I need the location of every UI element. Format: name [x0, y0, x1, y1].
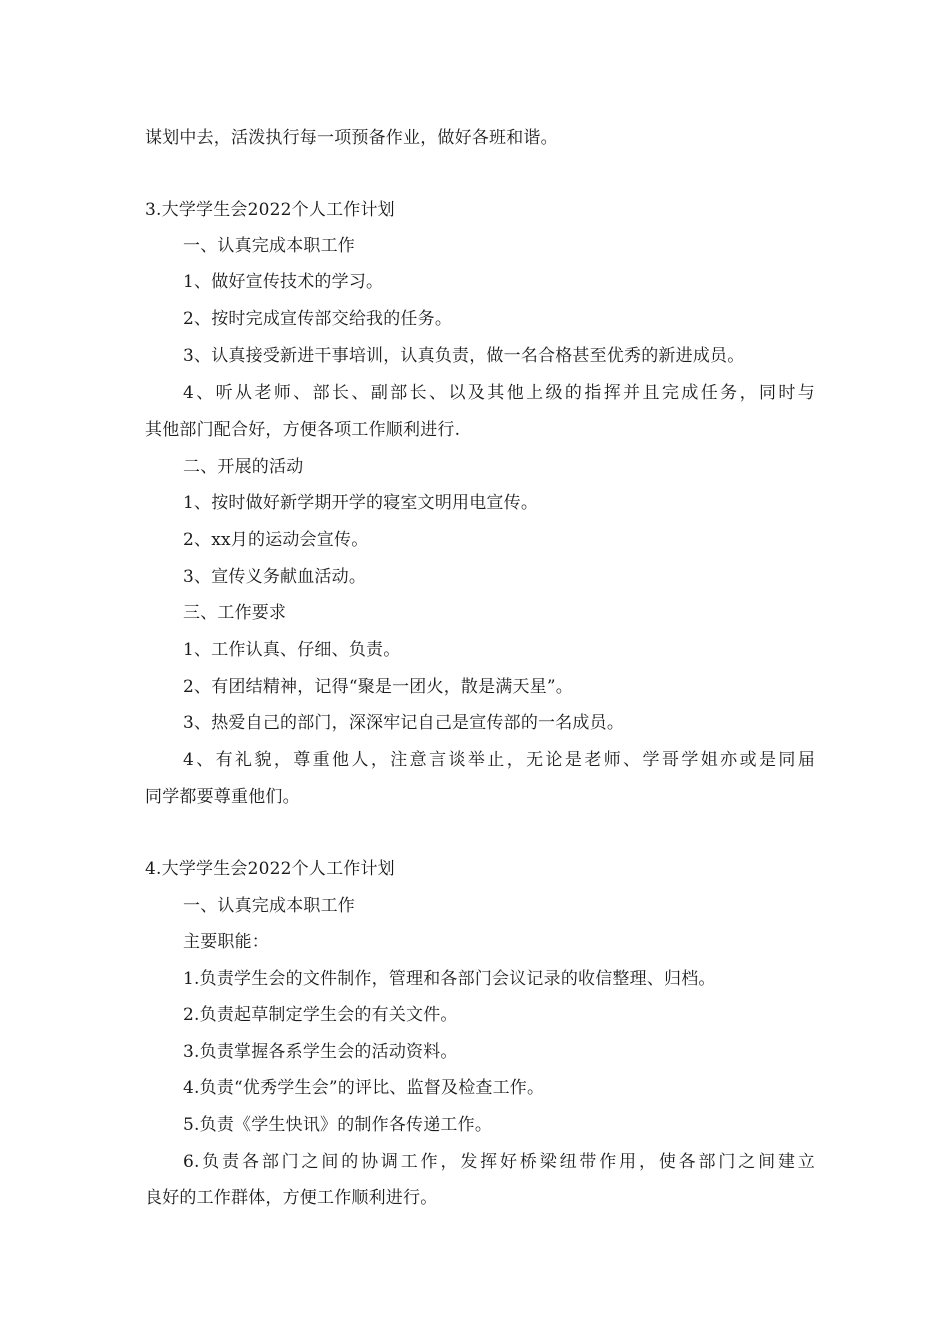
section-3-heading-2: 二、开展的活动 — [183, 457, 304, 477]
section-3-item: 2、有团结精神，记得“聚是一团火，散是满天星”。 — [183, 677, 573, 697]
section-3-title: 3.大学学生会2022个人工作计划 — [145, 200, 395, 220]
section-3-item: 3、认真接受新进干事培训，认真负责，做一名合格甚至优秀的新进成员。 — [183, 346, 745, 366]
duties-label: 主要职能： — [183, 932, 269, 952]
section-3-item-continuation: 其他部门配合好，方便各项工作顺利进行. — [145, 420, 461, 440]
duty-item: 1.负责学生会的文件制作，管理和各部门会议记录的收信整理、归档。 — [183, 969, 716, 989]
section-3-item: 1、做好宣传技术的学习。 — [183, 272, 384, 292]
duty-item: 4.负责“优秀学生会”的评比、监督及检查工作。 — [183, 1078, 545, 1098]
section-3-item-continuation: 同学都要尊重他们。 — [145, 787, 300, 807]
section-3-item: 3、宣传义务献血活动。 — [183, 567, 367, 587]
duty-item: 2.负责起草制定学生会的有关文件。 — [183, 1005, 458, 1025]
duty-item: 6.负责各部门之间的协调工作，发挥好桥梁纽带作用，使各部门之间建立 — [183, 1152, 815, 1172]
paragraph-continuation: 谋划中去，活泼执行每一项预备作业，做好各班和谐。 — [145, 128, 558, 148]
section-3-heading-1: 一、认真完成本职工作 — [183, 236, 355, 256]
section-3-item: 4、听从老师、部长、副部长、以及其他上级的指挥并且完成任务，同时与 — [183, 383, 815, 403]
section-4-heading-1: 一、认真完成本职工作 — [183, 896, 355, 916]
section-3-item: 1、工作认真、仔细、负责。 — [183, 640, 401, 660]
duty-item: 5.负责《学生快讯》的制作各传递工作。 — [183, 1115, 493, 1135]
section-3-heading-3: 三、工作要求 — [183, 603, 287, 623]
duty-item: 3.负责掌握各系学生会的活动资料。 — [183, 1042, 458, 1062]
duty-item-continuation: 良好的工作群体，方便工作顺利进行。 — [145, 1188, 438, 1208]
section-3-item: 2、按时完成宣传部交给我的任务。 — [183, 309, 453, 329]
section-4-title: 4.大学学生会2022个人工作计划 — [145, 859, 395, 879]
section-3-item: 1、按时做好新学期开学的寝室文明用电宣传。 — [183, 493, 539, 513]
section-3-item: 2、xx月的运动会宣传。 — [183, 530, 369, 550]
section-3-item: 3、热爱自己的部门，深深牢记自己是宣传部的一名成员。 — [183, 713, 625, 733]
section-3-item: 4、有礼貌，尊重他人，注意言谈举止，无论是老师、学哥学姐亦或是同届 — [183, 750, 815, 770]
